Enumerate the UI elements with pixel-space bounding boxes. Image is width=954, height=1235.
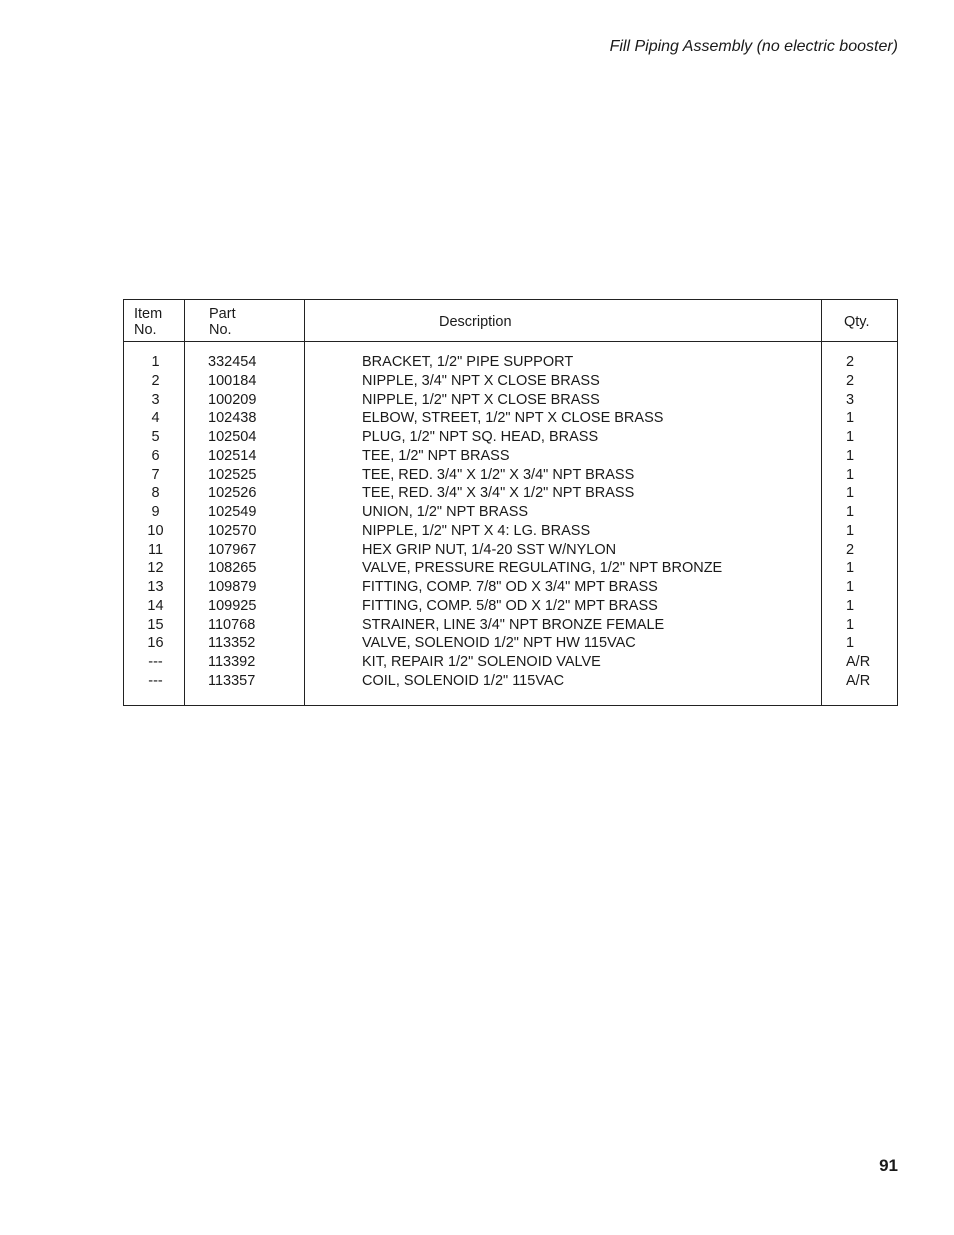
quantity-cell: 1 [846,635,855,652]
quantity-cell: 1 [846,485,855,502]
table-row [124,634,897,653]
quantity-cell: 1 [846,597,855,614]
table-row [124,597,897,616]
part-number-cell: 110768 [208,616,256,633]
header-divider [124,341,897,342]
description-cell: NIPPLE, 3/4" NPT X CLOSE BRASS [362,372,600,389]
quantity-cell: 1 [846,522,855,539]
description-cell: VALVE, PRESSURE REGULATING, 1/2" NPT BRONZE [362,560,723,577]
part-number-cell: 109925 [208,597,257,614]
quantity-cell: A/R [846,654,871,670]
item-number-cell: 11 [147,541,164,558]
part-number-cell: 102570 [208,522,257,539]
part-number-cell: 109879 [208,579,257,595]
description-cell: BRACKET, 1/2" PIPE SUPPORT [362,354,574,370]
item-number-cell: 3 [151,391,160,408]
table-row [124,522,897,541]
part-number-cell: 102504 [208,429,257,445]
quantity-cell: 1 [846,447,855,464]
description-cell: ELBOW, STREET, 1/2" NPT X CLOSE BRASS [362,410,664,427]
quantity-cell: 1 [846,466,855,483]
page-number: 91 [879,1156,898,1175]
part-number-cell: 108265 [208,560,257,577]
part-number-cell: 102525 [208,466,257,483]
item-number-cell: 6 [151,447,160,464]
part-number-cell: 102438 [208,410,257,427]
table-row [124,353,897,372]
description-cell: FITTING, COMP. 7/8" OD X 3/4" MPT BRASS [362,579,658,595]
parts-table-body [124,353,897,691]
header-qty: Qty. [844,314,870,330]
description-cell: TEE, 1/2" NPT BRASS [362,447,510,464]
table-row [124,372,897,391]
description-cell: COIL, SOLENOID 1/2" 115VAC [362,672,565,689]
item-number-cell: --- [148,654,163,670]
part-number-cell: 102514 [208,447,257,464]
description-cell: FITTING, COMP. 5/8" OD X 1/2" MPT BRASS [362,597,658,614]
quantity-cell: 2 [846,372,855,389]
quantity-cell: 1 [846,410,855,427]
item-number-cell: 15 [147,616,164,633]
description-cell: TEE, RED. 3/4" X 3/4" X 1/2" NPT BRASS [362,485,635,502]
part-number-cell: 113357 [208,672,256,689]
table-row [124,447,897,466]
quantity-cell: 1 [846,560,855,577]
description-cell: PLUG, 1/2" NPT SQ. HEAD, BRASS [362,429,599,445]
item-number-cell: 10 [147,522,164,539]
description-cell: STRAINER, LINE 3/4" NPT BRONZE FEMALE [362,616,665,633]
table-row [124,466,897,485]
table-row [124,428,897,447]
table-row [124,672,897,691]
quantity-cell: 2 [846,541,855,558]
quantity-cell: A/R [846,672,871,689]
item-number-cell: 8 [151,485,160,502]
page-header-title: Fill Piping Assembly (no electric booster) [609,38,898,55]
description-cell: TEE, RED. 3/4" X 1/2" X 3/4" NPT BRASS [362,466,635,483]
item-number-cell: --- [148,672,163,689]
quantity-cell: 1 [846,429,855,445]
part-number-cell: 102549 [208,504,257,520]
item-number-cell: 5 [151,429,160,445]
item-number-cell: 12 [147,560,164,577]
item-number-cell: 1 [151,354,160,370]
table-row [124,616,897,635]
item-number-cell: 4 [151,410,160,427]
item-number-cell: 2 [151,372,160,389]
quantity-cell: 1 [846,579,855,595]
description-cell: HEX GRIP NUT, 1/4-20 SST W/NYLON [362,541,617,558]
part-number-cell: 100184 [208,372,257,389]
parts-table [123,299,898,706]
table-row [124,653,897,672]
table-row [124,559,897,578]
quantity-cell: 2 [846,354,855,370]
table-row [124,503,897,522]
item-number-cell: 9 [151,504,160,520]
part-number-cell: 113392 [208,654,256,670]
item-number-cell: 7 [151,466,160,483]
item-number-cell: 13 [147,579,164,595]
part-number-cell: 332454 [208,354,257,370]
part-number-cell: 102526 [208,485,257,502]
item-number-cell: 16 [147,635,164,652]
table-row [124,484,897,503]
description-cell: UNION, 1/2" NPT BRASS [362,504,529,520]
table-row [124,409,897,428]
description-cell: VALVE, SOLENOID 1/2" NPT HW 115VAC [362,635,636,652]
description-cell: NIPPLE, 1/2" NPT X 4: LG. BRASS [362,522,591,539]
table-row [124,541,897,560]
description-cell: NIPPLE, 1/2" NPT X CLOSE BRASS [362,391,600,408]
quantity-cell: 3 [846,391,855,408]
header-part-no: Part No. [209,306,236,338]
description-cell: KIT, REPAIR 1/2" SOLENOID VALVE [362,654,601,670]
table-row [124,391,897,410]
header-item-no: Item No. [134,306,163,338]
table-row [124,578,897,597]
part-number-cell: 100209 [208,391,257,408]
header-description: Description [439,314,512,330]
quantity-cell: 1 [846,504,855,520]
item-number-cell: 14 [147,597,164,614]
quantity-cell: 1 [846,616,855,633]
part-number-cell: 113352 [208,635,256,652]
part-number-cell: 107967 [208,541,257,558]
